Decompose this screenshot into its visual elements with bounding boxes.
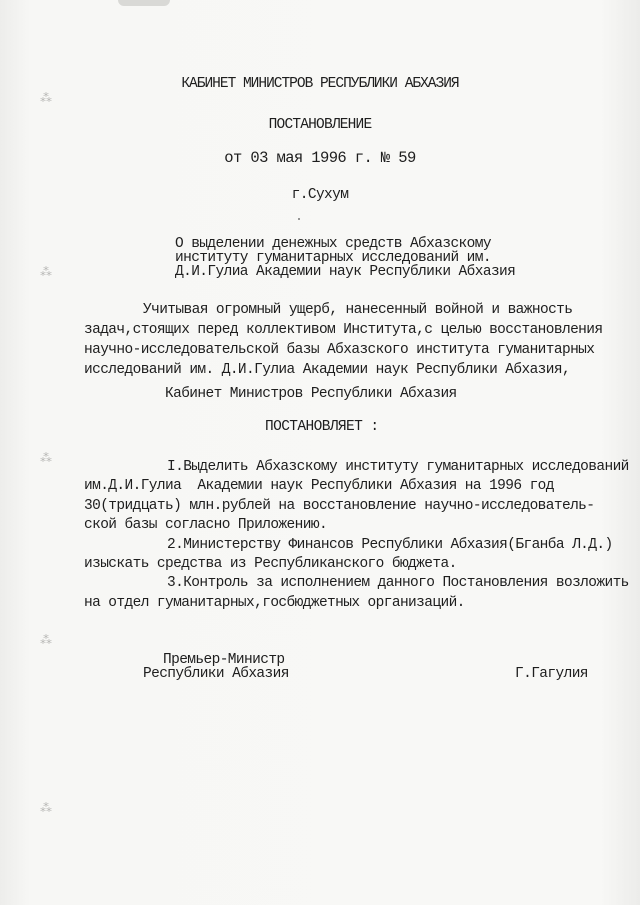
- paper-edge-mark: [118, 0, 170, 6]
- subject-line: О выделении денежных средств Абхазскому: [175, 236, 491, 252]
- binding-hole-mark: ⁂: [40, 634, 52, 648]
- point-line: на отдел гуманитарных,госбюджетных организаций.: [84, 595, 465, 611]
- signatory-title: Республики Абхазия: [143, 666, 289, 682]
- binding-hole-mark: ⁂: [40, 452, 52, 466]
- document-type: ПОСТАНОВЛЕНИЕ: [268, 117, 372, 133]
- point-line: изыскать средства из Республиканского бюджета.: [84, 556, 457, 572]
- resolves-heading: ПОСТАНОВЛЯЕТ :: [265, 419, 379, 435]
- point-line: 30(тридцать) млн.рублей на восстановление научно-исследователь-: [84, 498, 595, 514]
- binding-hole-mark: ⁂: [40, 802, 52, 816]
- preamble-line: задач,стоящих перед коллективом Института,с целью восстановления: [84, 322, 603, 338]
- binding-hole-mark: ⁂: [40, 92, 52, 106]
- point-line: им.Д.И.Гулиа Академии наук Республики Абхазия на 1996 год: [84, 478, 554, 494]
- point-line: ской базы согласно Приложению.: [84, 517, 328, 533]
- signatory-name: Г.Гагулия: [515, 666, 588, 682]
- subject-line: институту гуманитарных исследований им.: [175, 250, 491, 266]
- subject-line: Д.И.Гулиа Академии наук Республики Абхазия: [175, 264, 516, 280]
- preamble-line: исследований им. Д.И.Гулиа Академии наук Республики Абхазия,: [84, 362, 571, 378]
- binding-hole-mark: ⁂: [40, 266, 52, 280]
- preamble-line: научно-исследовательской базы Абхазского института гуманитарных: [84, 342, 595, 358]
- point-line: 3.Контроль за исполнением данного Постановления возложить: [167, 575, 629, 591]
- document-place: г.Сухум: [291, 187, 349, 203]
- preamble-line: Учитывая огромный ущерб, нанесенный войной и важность: [143, 302, 573, 318]
- document-date-number: от 03 мая 1996 г. № 59: [224, 149, 416, 167]
- signatory-title: Премьер-Министр: [163, 652, 285, 668]
- point-line: I.Выделить Абхазскому институту гуманитарных исследований: [167, 459, 629, 475]
- issuing-authority: Кабинет Министров Республики Абхазия: [165, 386, 457, 402]
- point-line: 2.Министерству Финансов Республики Абхазия(Бганба Л.Д.): [167, 537, 613, 553]
- ink-speck: [298, 218, 300, 220]
- document-header: КАБИНЕТ МИНИСТРОВ РЕСПУБЛИКИ АБХАЗИЯ: [181, 76, 459, 92]
